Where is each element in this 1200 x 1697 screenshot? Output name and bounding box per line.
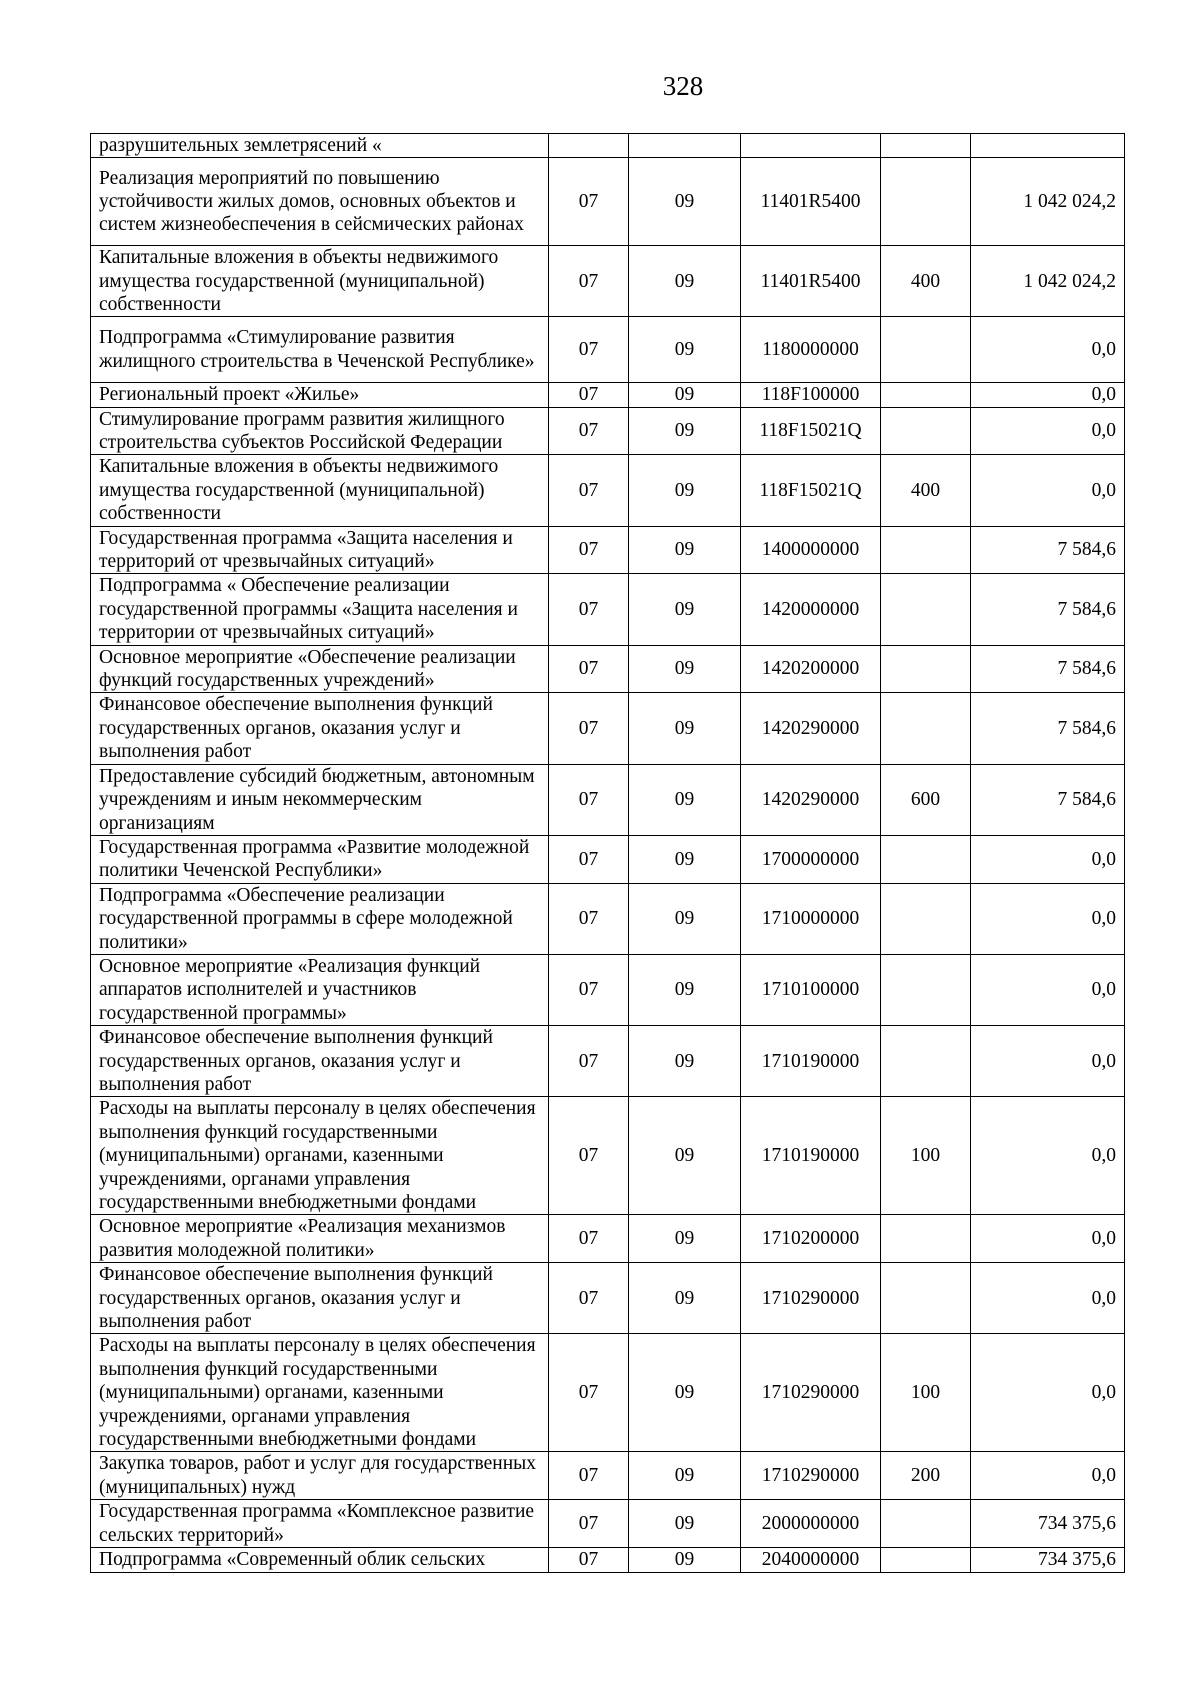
table-row (91, 1097, 1125, 1215)
amount: 7 584,6 (971, 693, 1125, 764)
table-row (91, 574, 1125, 645)
table-row (91, 1334, 1125, 1452)
row-name: Подпрограмма «Обеспечение реализации государственной программы в сфере молодежной политики» (91, 883, 549, 954)
amount: 7 584,6 (971, 645, 1125, 693)
target-article-code: 1420290000 (741, 693, 881, 764)
expense-type-code: 100 (881, 1334, 971, 1452)
subsection-code: 09 (629, 246, 741, 317)
expense-type-code (881, 835, 971, 883)
target-article-code: 2040000000 (741, 1548, 881, 1572)
subsection-code: 09 (629, 455, 741, 526)
subsection-code: 09 (629, 764, 741, 835)
amount: 0,0 (971, 883, 1125, 954)
expense-type-code (881, 693, 971, 764)
section-code: 07 (549, 574, 629, 645)
row-name: Финансовое обеспечение выполнения функций государственных органов, оказания услуг и выполнения работ (91, 1263, 549, 1334)
target-article-code: 118F15021Q (741, 407, 881, 455)
amount: 7 584,6 (971, 764, 1125, 835)
amount: 0,0 (971, 407, 1125, 455)
section-code: 07 (549, 246, 629, 317)
target-article-code: 1180000000 (741, 317, 881, 383)
row-name: Государственная программа «Защита населения и территорий от чрезвычайных ситуаций» (91, 526, 549, 574)
amount: 734 375,6 (971, 1500, 1125, 1548)
section-code: 07 (549, 526, 629, 574)
subsection-code: 09 (629, 1215, 741, 1263)
subsection-code (629, 134, 741, 158)
row-name: Подпрограмма « Обеспечение реализации государственной программы «Защита населения и территории от чрезвычайных ситуаций» (91, 574, 549, 645)
section-code: 07 (549, 1500, 629, 1548)
table-row (91, 383, 1125, 407)
expense-type-code (881, 383, 971, 407)
expense-type-code: 600 (881, 764, 971, 835)
target-article-code: 1420000000 (741, 574, 881, 645)
table-row (91, 158, 1125, 246)
row-name: Государственная программа «Комплексное развитие сельских территорий» (91, 1500, 549, 1548)
row-name: Государственная программа «Развитие молодежной политики Чеченской Республики» (91, 835, 549, 883)
expense-type-code (881, 954, 971, 1025)
row-name: Региональный проект «Жилье» (91, 383, 549, 407)
amount: 0,0 (971, 1026, 1125, 1097)
amount: 0,0 (971, 1263, 1125, 1334)
subsection-code: 09 (629, 1334, 741, 1452)
target-article-code: 1710290000 (741, 1452, 881, 1500)
table-row (91, 134, 1125, 158)
section-code: 07 (549, 1026, 629, 1097)
amount: 734 375,6 (971, 1548, 1125, 1572)
table-row (91, 1452, 1125, 1500)
subsection-code: 09 (629, 1452, 741, 1500)
expense-type-code: 400 (881, 246, 971, 317)
target-article-code: 1710290000 (741, 1334, 881, 1452)
table-row (91, 693, 1125, 764)
section-code: 07 (549, 1263, 629, 1334)
subsection-code: 09 (629, 693, 741, 764)
subsection-code: 09 (629, 1026, 741, 1097)
target-article-code: 1710100000 (741, 954, 881, 1025)
expense-type-code (881, 574, 971, 645)
row-name: Финансовое обеспечение выполнения функций государственных органов, оказания услуг и выполнения работ (91, 693, 549, 764)
amount: 0,0 (971, 1334, 1125, 1452)
table-row (91, 764, 1125, 835)
table-row (91, 246, 1125, 317)
section-code: 07 (549, 407, 629, 455)
target-article-code: 1420290000 (741, 764, 881, 835)
expense-type-code (881, 526, 971, 574)
row-name: Расходы на выплаты персоналу в целях обеспечения выполнения функций государственными (муниципальными) органами, казенными учреждениями, органами управления государственными внебюджетными фондами (91, 1097, 549, 1215)
table-row (91, 883, 1125, 954)
subsection-code: 09 (629, 645, 741, 693)
table-row (91, 1263, 1125, 1334)
amount: 0,0 (971, 383, 1125, 407)
expense-type-code (881, 1263, 971, 1334)
target-article-code: 1710000000 (741, 883, 881, 954)
target-article-code (741, 134, 881, 158)
target-article-code: 11401R5400 (741, 158, 881, 246)
table-row (91, 1026, 1125, 1097)
table-row (91, 526, 1125, 574)
section-code: 07 (549, 383, 629, 407)
expense-type-code (881, 883, 971, 954)
expense-type-code (881, 645, 971, 693)
target-article-code: 1710290000 (741, 1263, 881, 1334)
subsection-code: 09 (629, 526, 741, 574)
expense-type-code: 400 (881, 455, 971, 526)
table-row (91, 645, 1125, 693)
table-row (91, 1548, 1125, 1572)
expense-type-code: 200 (881, 1452, 971, 1500)
subsection-code: 09 (629, 158, 741, 246)
section-code: 07 (549, 645, 629, 693)
table-row (91, 954, 1125, 1025)
expense-type-code (881, 158, 971, 246)
expense-type-code (881, 1215, 971, 1263)
target-article-code: 118F100000 (741, 383, 881, 407)
subsection-code: 09 (629, 574, 741, 645)
page-number: 328 (662, 71, 704, 101)
subsection-code: 09 (629, 407, 741, 455)
target-article-code: 1400000000 (741, 526, 881, 574)
expense-type-code: 100 (881, 1097, 971, 1215)
table-row (91, 317, 1125, 383)
row-name: Основное мероприятие «Реализация функций аппаратов исполнителей и участников государственной программы» (91, 954, 549, 1025)
section-code: 07 (549, 317, 629, 383)
subsection-code: 09 (629, 1548, 741, 1572)
amount: 7 584,6 (971, 526, 1125, 574)
expense-type-code (881, 1026, 971, 1097)
row-name: Предоставление субсидий бюджетным, автономным учреждениям и иным некоммерческим организациям (91, 764, 549, 835)
section-code: 07 (549, 693, 629, 764)
row-name: Капитальные вложения в объекты недвижимого имущества государственной (муниципальной) собственности (91, 246, 549, 317)
row-name: Подпрограмма «Современный облик сельских (91, 1548, 549, 1572)
row-name: разрушительных землетрясений « (91, 134, 549, 158)
subsection-code: 09 (629, 1097, 741, 1215)
subsection-code: 09 (629, 883, 741, 954)
target-article-code: 1710190000 (741, 1026, 881, 1097)
amount: 0,0 (971, 455, 1125, 526)
target-article-code: 11401R5400 (741, 246, 881, 317)
target-article-code: 1420200000 (741, 645, 881, 693)
row-name: Основное мероприятие «Обеспечение реализации функций государственных учреждений» (91, 645, 549, 693)
subsection-code: 09 (629, 383, 741, 407)
target-article-code: 118F15021Q (741, 455, 881, 526)
section-code: 07 (549, 764, 629, 835)
expense-type-code (881, 317, 971, 383)
row-name: Основное мероприятие «Реализация механизмов развития молодежной политики» (91, 1215, 549, 1263)
section-code: 07 (549, 1334, 629, 1452)
expense-type-code (881, 134, 971, 158)
section-code: 07 (549, 1548, 629, 1572)
target-article-code: 1710200000 (741, 1215, 881, 1263)
target-article-code: 2000000000 (741, 1500, 881, 1548)
subsection-code: 09 (629, 317, 741, 383)
expense-type-code (881, 407, 971, 455)
row-name: Капитальные вложения в объекты недвижимого имущества государственной (муниципальной) собственности (91, 455, 549, 526)
section-code (549, 134, 629, 158)
table-row (91, 455, 1125, 526)
row-name: Расходы на выплаты персоналу в целях обеспечения выполнения функций государственными (муниципальными) органами, казенными учреждениями, органами управления государственными внебюджетными фондами (91, 1334, 549, 1452)
subsection-code: 09 (629, 1500, 741, 1548)
amount: 0,0 (971, 954, 1125, 1025)
amount: 7 584,6 (971, 574, 1125, 645)
amount: 1 042 024,2 (971, 158, 1125, 246)
section-code: 07 (549, 455, 629, 526)
amount: 0,0 (971, 1097, 1125, 1215)
table-row (91, 1215, 1125, 1263)
amount (971, 134, 1125, 158)
table-row (91, 835, 1125, 883)
expense-type-code (881, 1548, 971, 1572)
section-code: 07 (549, 1097, 629, 1215)
section-code: 07 (549, 1452, 629, 1500)
amount: 0,0 (971, 835, 1125, 883)
row-name: Подпрограмма «Стимулирование развития жилищного строительства в Чеченской Республике» (91, 317, 549, 383)
section-code: 07 (549, 835, 629, 883)
section-code: 07 (549, 883, 629, 954)
row-name: Финансовое обеспечение выполнения функций государственных органов, оказания услуг и выполнения работ (91, 1026, 549, 1097)
table-row (91, 407, 1125, 455)
amount: 0,0 (971, 317, 1125, 383)
amount: 0,0 (971, 1215, 1125, 1263)
target-article-code: 1700000000 (741, 835, 881, 883)
section-code: 07 (549, 1215, 629, 1263)
subsection-code: 09 (629, 1263, 741, 1334)
section-code: 07 (549, 158, 629, 246)
budget-table (90, 133, 1125, 1573)
amount: 0,0 (971, 1452, 1125, 1500)
target-article-code: 1710190000 (741, 1097, 881, 1215)
row-name: Закупка товаров, работ и услуг для государственных (муниципальных) нужд (91, 1452, 549, 1500)
subsection-code: 09 (629, 835, 741, 883)
expense-type-code (881, 1500, 971, 1548)
table-row (91, 1500, 1125, 1548)
amount: 1 042 024,2 (971, 246, 1125, 317)
section-code: 07 (549, 954, 629, 1025)
row-name: Стимулирование программ развития жилищного строительства субъектов Российской Федерации (91, 407, 549, 455)
subsection-code: 09 (629, 954, 741, 1025)
row-name: Реализация мероприятий по повышению устойчивости жилых домов, основных объектов и систем жизнеобеспечения в сейсмических районах (91, 158, 549, 246)
